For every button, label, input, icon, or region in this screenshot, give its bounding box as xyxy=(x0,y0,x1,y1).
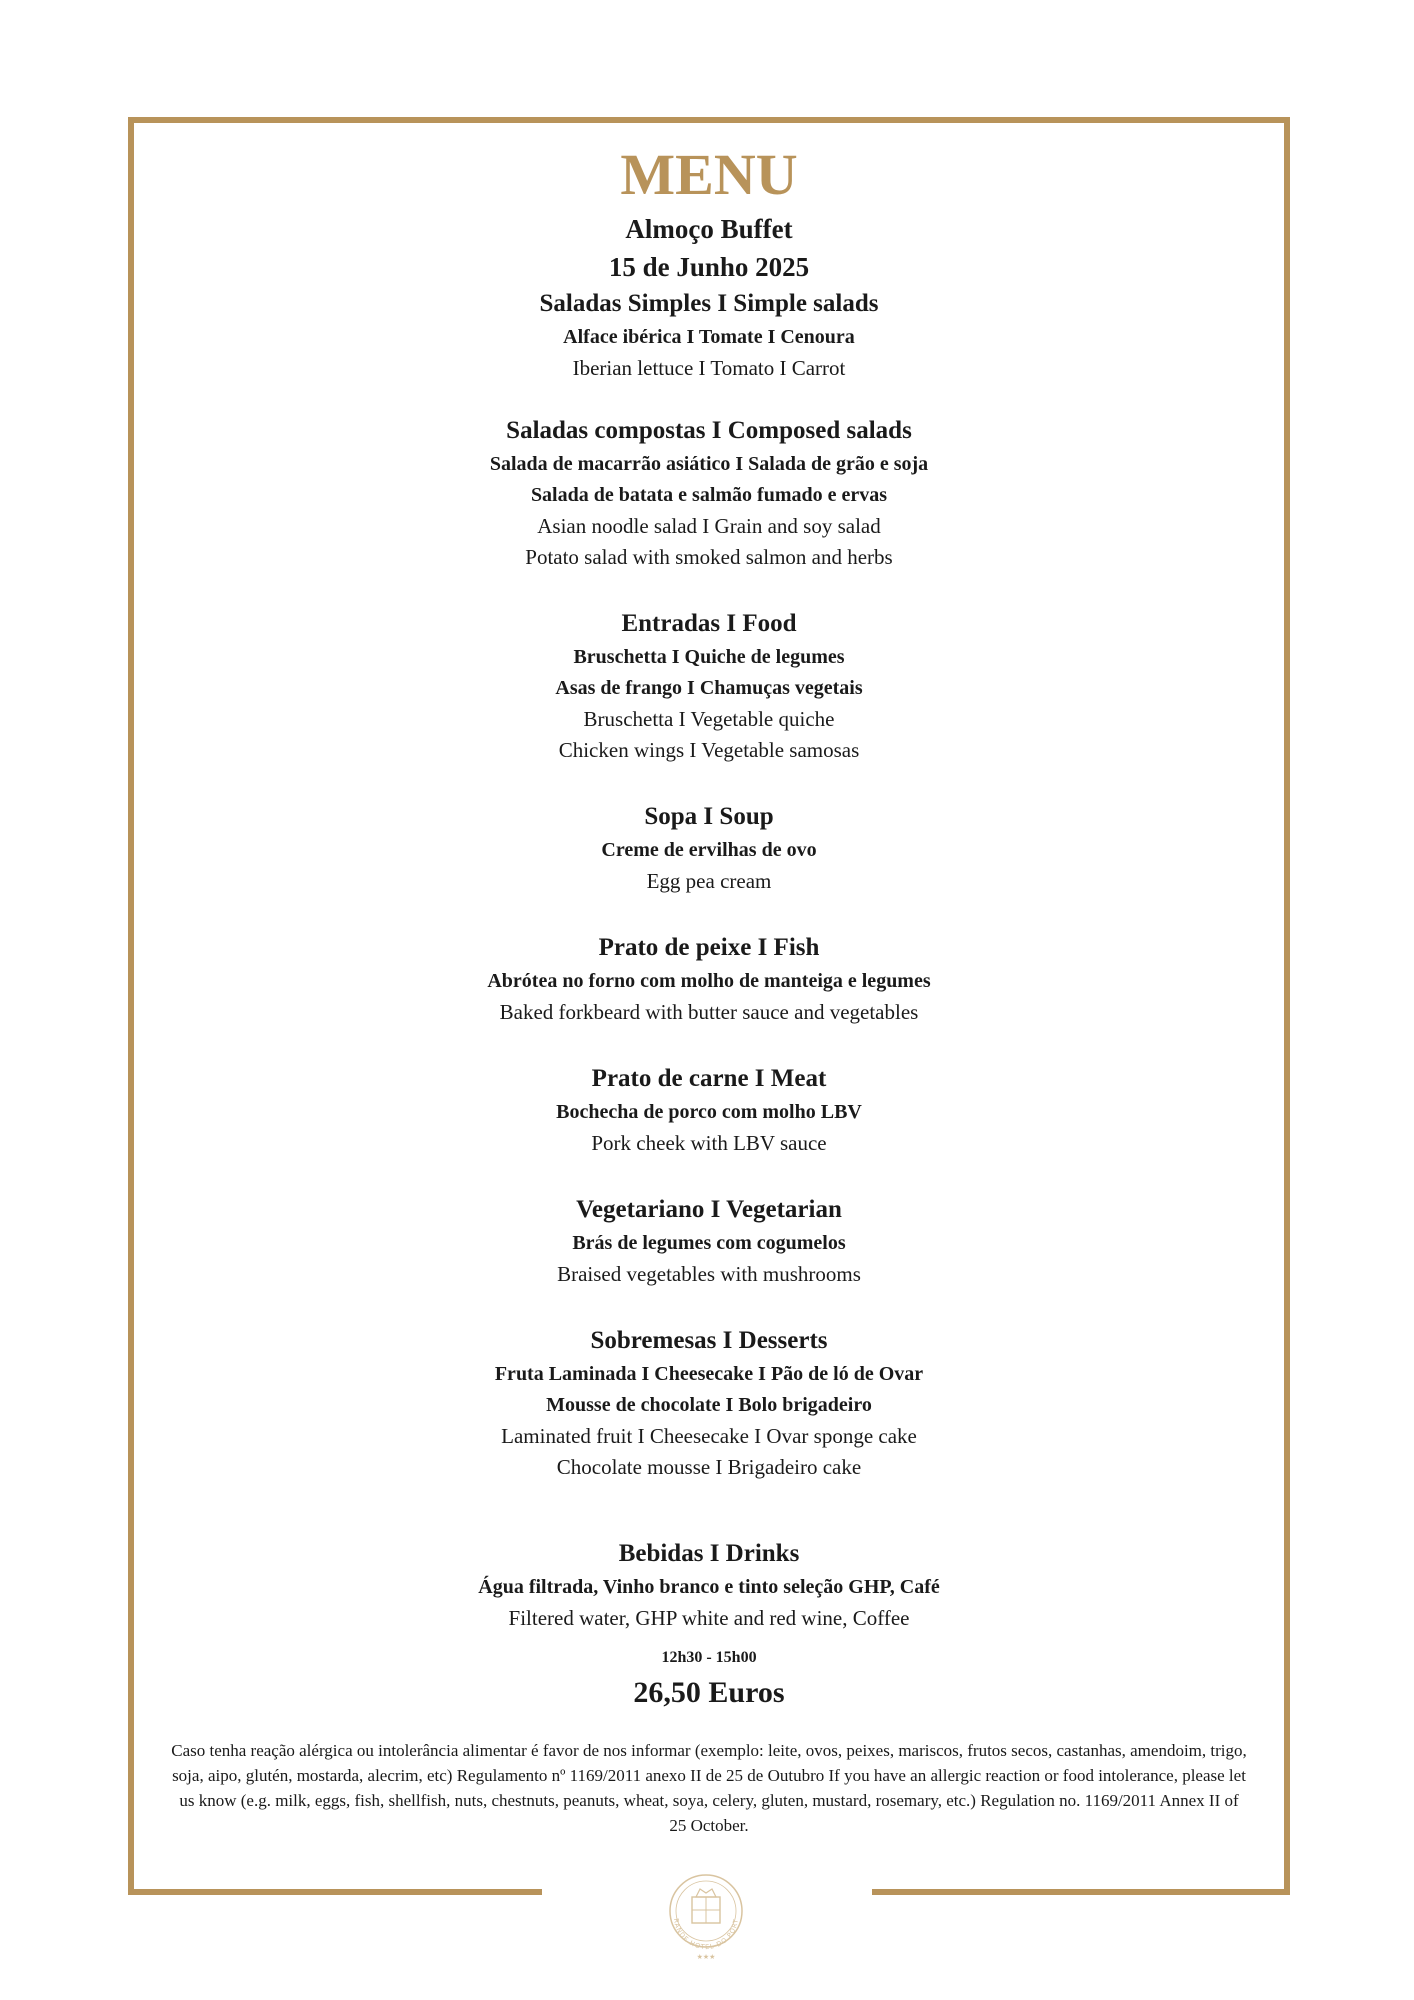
dish-en: Potato salad with smoked salmon and herbs xyxy=(525,545,893,569)
dish-pt: Fruta Laminada I Cheesecake I Pão de ló de Ovar xyxy=(494,1363,924,1385)
serving-hours: 12h30 - 15h00 xyxy=(661,1649,757,1666)
dish-en: Chocolate mousse I Brigadeiro cake xyxy=(556,1455,862,1479)
event-title: Almoço Buffet xyxy=(625,214,793,244)
section-heading: Bebidas I Drinks xyxy=(618,1540,800,1567)
allergy-notice: Caso tenha reação alérgica ou intolerância alimentar é favor de nos informar (exemplo: leite, ovos, peixes, mariscos, frutos secos, castanhas, amendoim, trigo, soja, aipo, glutén, mostarda, alecrim, etc) Regulamento nº 1169/2011 anexo II de 25 de Outubro If you have an allergic reaction or food intolerance, please let us know (e.g. milk, eggs, fish, shellfish, nuts, chestnuts, peanuts, wheat, soya, celery, gluten, mustard, rosemary, etc.) Regulation no. 1169/2011 Annex II of 25 October. xyxy=(171,1741,1247,1835)
section-heading: Sopa I Soup xyxy=(644,803,774,830)
dish-pt: Abrótea no forno com molho de manteiga e legumes xyxy=(487,970,931,992)
dish-en: Egg pea cream xyxy=(646,869,772,893)
price: 26,50 Euros xyxy=(633,1676,785,1709)
section-soup xyxy=(134,799,1284,897)
section-desserts xyxy=(134,1323,1284,1483)
section-heading: Saladas compostas I Composed salads xyxy=(506,417,912,444)
menu-content xyxy=(134,140,1284,1838)
dish-pt: Bochecha de porco com molho LBV xyxy=(556,1101,862,1123)
menu-title: MENU xyxy=(620,142,798,207)
dish-pt: Creme de ervilhas de ovo xyxy=(601,839,817,861)
section-fish xyxy=(134,930,1284,1028)
section-heading: Vegetariano I Vegetarian xyxy=(576,1196,842,1223)
section-heading: Prato de carne I Meat xyxy=(591,1065,827,1092)
frame-top-border xyxy=(128,117,1290,123)
dish-pt: Mousse de chocolate I Bolo brigadeiro xyxy=(546,1394,872,1416)
dish-en: Laminated fruit I Cheesecake I Ovar sponge cake xyxy=(501,1424,917,1448)
section-heading: Saladas Simples I Simple salads xyxy=(539,290,879,317)
dish-en: Bruschetta I Vegetable quiche xyxy=(583,707,835,731)
hotel-logo xyxy=(660,1865,752,1965)
dish-en: Filtered water, GHP white and red wine, Coffee xyxy=(508,1606,910,1630)
dish-en: Iberian lettuce I Tomato I Carrot xyxy=(572,356,846,380)
dish-en: Braised vegetables with mushrooms xyxy=(557,1262,861,1286)
dish-pt: Brás de legumes com cogumelos xyxy=(572,1232,846,1254)
section-meat xyxy=(134,1061,1284,1159)
dish-pt: Salada de macarrão asiático I Salada de grão e soja xyxy=(489,453,929,475)
section-drinks xyxy=(134,1536,1284,1634)
event-date: 15 de Junho 2025 xyxy=(608,252,810,282)
section-vegetarian xyxy=(134,1192,1284,1290)
dish-en: Baked forkbeard with butter sauce and vegetables xyxy=(499,1000,919,1024)
dish-pt: Bruschetta I Quiche de legumes xyxy=(573,646,845,668)
dish-en: Pork cheek with LBV sauce xyxy=(591,1131,827,1155)
svg-text:GRANDE HOTEL DO PORTO: RANDE HOTEL DO PORT xyxy=(671,1917,741,1952)
section-heading: Prato de peixe I Fish xyxy=(598,934,820,961)
crest-icon xyxy=(660,1865,752,1965)
section-simple-salads xyxy=(134,286,1284,384)
frame-bottom-right-border xyxy=(872,1889,1290,1895)
dish-pt: Salada de batata e salmão fumado e ervas xyxy=(530,484,888,506)
frame-right-border xyxy=(1284,117,1290,1895)
frame-bottom-left-border xyxy=(128,1889,542,1895)
dish-pt: Água filtrada, Vinho branco e tinto seleção GHP, Café xyxy=(478,1576,940,1598)
section-heading: Sobremesas I Desserts xyxy=(590,1327,828,1354)
dish-pt: Asas de frango I Chamuças vegetais xyxy=(555,677,863,699)
section-composed-salads xyxy=(134,413,1284,573)
dish-pt: Alface ibérica I Tomate I Cenoura xyxy=(563,326,855,348)
dish-en: Asian noodle salad I Grain and soy salad xyxy=(537,514,881,538)
section-food xyxy=(134,606,1284,766)
svg-text:★★★: ★★★ xyxy=(696,1953,716,1961)
dish-en: Chicken wings I Vegetable samosas xyxy=(558,738,860,762)
section-heading: Entradas I Food xyxy=(621,610,797,637)
